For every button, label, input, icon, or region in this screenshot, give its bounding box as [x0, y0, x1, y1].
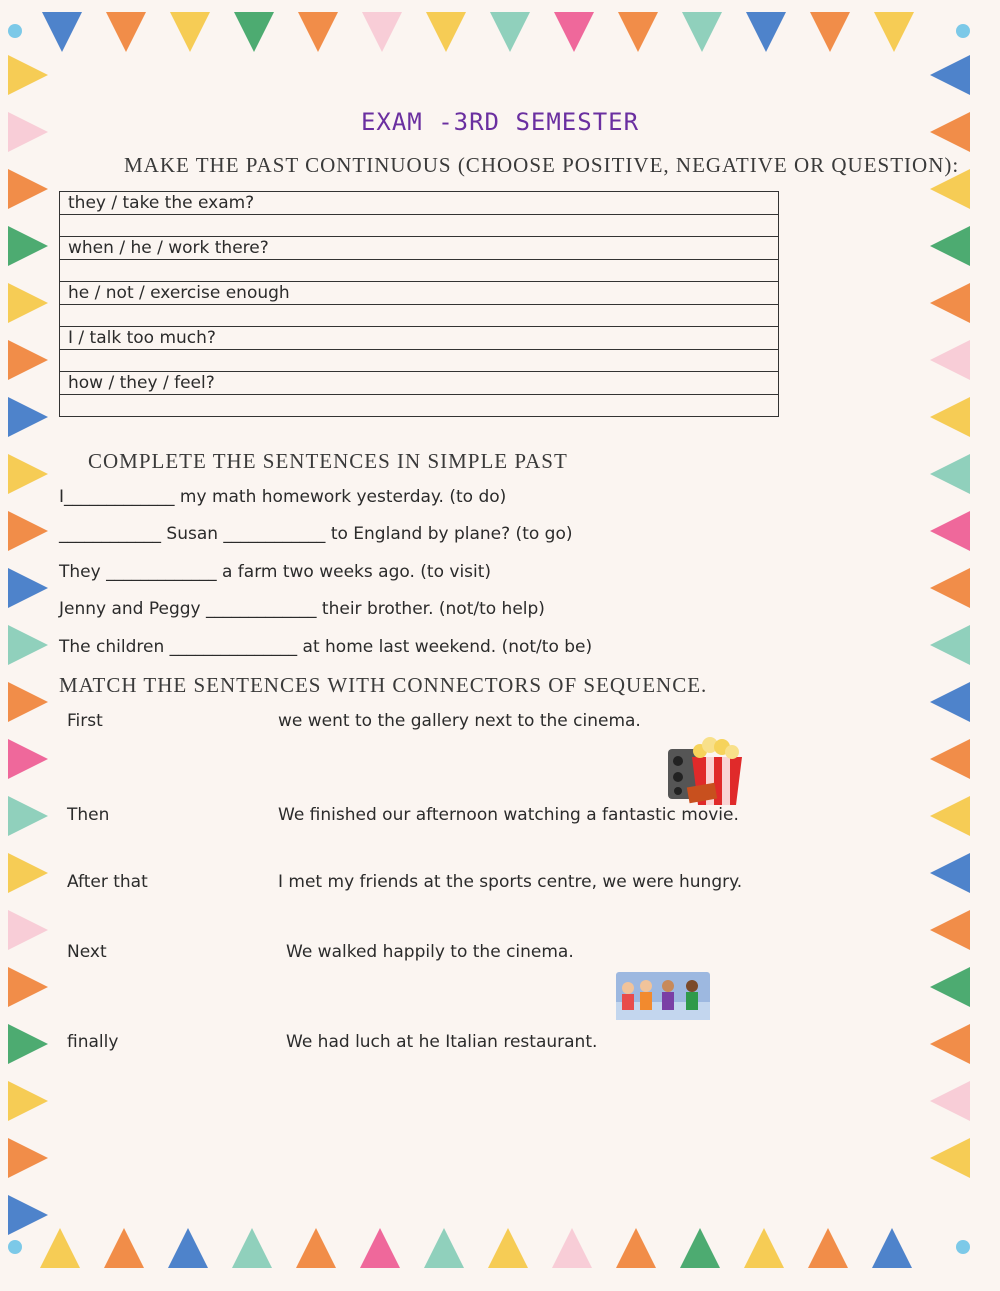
triangle-decoration: [746, 12, 786, 52]
triangle-decoration: [930, 511, 970, 551]
triangle-decoration: [930, 1024, 970, 1064]
triangle-decoration: [616, 1228, 656, 1268]
triangle-decoration: [930, 55, 970, 95]
triangle-decoration: [8, 1024, 48, 1064]
triangle-decoration: [810, 12, 850, 52]
dot-decoration: [956, 24, 970, 38]
triangle-decoration: [8, 169, 48, 209]
triangle-decoration: [8, 454, 48, 494]
triangle-decoration: [930, 1081, 970, 1121]
match-sentence[interactable]: We finished our afternoon watching a fantastic movie.: [278, 805, 739, 825]
table-row: [60, 282, 779, 305]
triangle-decoration: [930, 625, 970, 665]
triangle-decoration: [930, 910, 970, 950]
triangle-decoration: [872, 1228, 912, 1268]
connector-after-that[interactable]: After that: [67, 872, 148, 892]
triangle-decoration: [490, 12, 530, 52]
triangle-decoration: [232, 1228, 272, 1268]
triangle-decoration: [8, 739, 48, 779]
triangle-decoration: [8, 682, 48, 722]
triangle-decoration: [296, 1228, 336, 1268]
triangle-decoration: [930, 226, 970, 266]
simple-past-sentence[interactable]: The children _______________ at home last weekend. (not/to be): [59, 637, 593, 657]
triangle-decoration: [8, 1138, 48, 1178]
table-row: [60, 237, 779, 260]
simple-past-sentence[interactable]: I_____________ my math homework yesterday. (to do): [59, 487, 507, 507]
answer-cell[interactable]: [60, 215, 779, 237]
prompt-cell: he / not / exercise enough: [60, 282, 779, 305]
triangle-decoration: [8, 226, 48, 266]
triangle-decoration: [8, 1081, 48, 1121]
match-sentence[interactable]: We walked happily to the cinema.: [286, 942, 574, 962]
triangle-decoration: [8, 625, 48, 665]
table-row: [60, 327, 779, 350]
triangle-decoration: [360, 1228, 400, 1268]
section-heading-simple-past: COMPLETE THE SENTENCES IN SIMPLE PAST: [88, 449, 568, 473]
triangle-decoration: [8, 853, 48, 893]
triangle-decoration: [42, 12, 82, 52]
table-row: [60, 350, 779, 372]
triangle-decoration: [930, 397, 970, 437]
match-sentence[interactable]: We had luch at he Italian restaurant.: [286, 1032, 598, 1052]
simple-past-sentence[interactable]: They _____________ a farm two weeks ago. (to visit): [59, 562, 492, 582]
connector-first[interactable]: First: [67, 711, 103, 731]
prompt-cell: I / talk too much?: [60, 327, 779, 350]
simple-past-sentence[interactable]: Jenny and Peggy _____________ their brother. (not/to help): [59, 599, 545, 619]
triangle-decoration: [170, 12, 210, 52]
triangle-decoration: [234, 12, 274, 52]
prompt-cell: when / he / work there?: [60, 237, 779, 260]
prompt-cell: how / they / feel?: [60, 372, 779, 395]
triangle-decoration: [618, 12, 658, 52]
past-continuous-table: [59, 191, 779, 417]
triangle-decoration: [8, 511, 48, 551]
triangle-decoration: [930, 739, 970, 779]
triangle-decoration: [930, 568, 970, 608]
triangle-decoration: [930, 454, 970, 494]
triangle-decoration: [8, 1195, 48, 1235]
answer-cell[interactable]: [60, 260, 779, 282]
triangle-decoration: [8, 910, 48, 950]
prompt-cell: they / take the exam?: [60, 192, 779, 215]
connector-finally[interactable]: finally: [67, 1032, 119, 1052]
match-sentence[interactable]: we went to the gallery next to the cinema.: [278, 711, 641, 731]
dot-decoration: [8, 1240, 22, 1254]
triangle-decoration: [682, 12, 722, 52]
simple-past-sentence[interactable]: ____________ Susan ____________ to England by plane? (to go): [59, 524, 573, 544]
table-row: [60, 372, 779, 395]
triangle-decoration: [106, 12, 146, 52]
dot-decoration: [956, 1240, 970, 1254]
triangle-decoration: [930, 1138, 970, 1178]
triangle-decoration: [554, 12, 594, 52]
triangle-decoration: [930, 682, 970, 722]
kids-icon: [616, 972, 710, 1020]
answer-cell[interactable]: [60, 350, 779, 372]
triangle-decoration: [362, 12, 402, 52]
triangle-decoration: [930, 283, 970, 323]
triangle-decoration: [930, 796, 970, 836]
dot-decoration: [8, 24, 22, 38]
connector-then[interactable]: Then: [67, 805, 110, 825]
triangle-decoration: [8, 397, 48, 437]
section-heading-past-continuous: MAKE THE PAST CONTINUOUS (CHOOSE POSITIVE, NEGATIVE OR QUESTION):: [124, 153, 960, 177]
answer-cell[interactable]: [60, 305, 779, 327]
triangle-decoration: [680, 1228, 720, 1268]
triangle-decoration: [8, 340, 48, 380]
triangle-decoration: [8, 283, 48, 323]
triangle-decoration: [930, 853, 970, 893]
section-heading-connectors: MATCH THE SENTENCES WITH CONNECTORS OF SEQUENCE.: [59, 673, 708, 697]
table-row: [60, 260, 779, 282]
triangle-decoration: [874, 12, 914, 52]
triangle-decoration: [744, 1228, 784, 1268]
triangle-decoration: [426, 12, 466, 52]
triangle-decoration: [424, 1228, 464, 1268]
table-row: [60, 215, 779, 237]
triangle-decoration: [168, 1228, 208, 1268]
answer-cell[interactable]: [60, 395, 779, 417]
match-sentence[interactable]: I met my friends at the sports centre, we were hungry.: [278, 872, 743, 892]
triangle-decoration: [552, 1228, 592, 1268]
table-row: [60, 192, 779, 215]
triangle-decoration: [8, 967, 48, 1007]
triangle-decoration: [8, 55, 48, 95]
triangle-decoration: [8, 796, 48, 836]
triangle-decoration: [488, 1228, 528, 1268]
triangle-decoration: [104, 1228, 144, 1268]
triangle-decoration: [930, 340, 970, 380]
triangle-decoration: [930, 967, 970, 1007]
triangle-decoration: [808, 1228, 848, 1268]
triangle-decoration: [8, 568, 48, 608]
table-row: [60, 305, 779, 327]
table-row: [60, 395, 779, 417]
triangle-decoration: [298, 12, 338, 52]
page-title: EXAM -3RD SEMESTER: [360, 108, 640, 137]
cinema-popcorn-icon: [666, 735, 750, 807]
connector-next[interactable]: Next: [67, 942, 107, 962]
